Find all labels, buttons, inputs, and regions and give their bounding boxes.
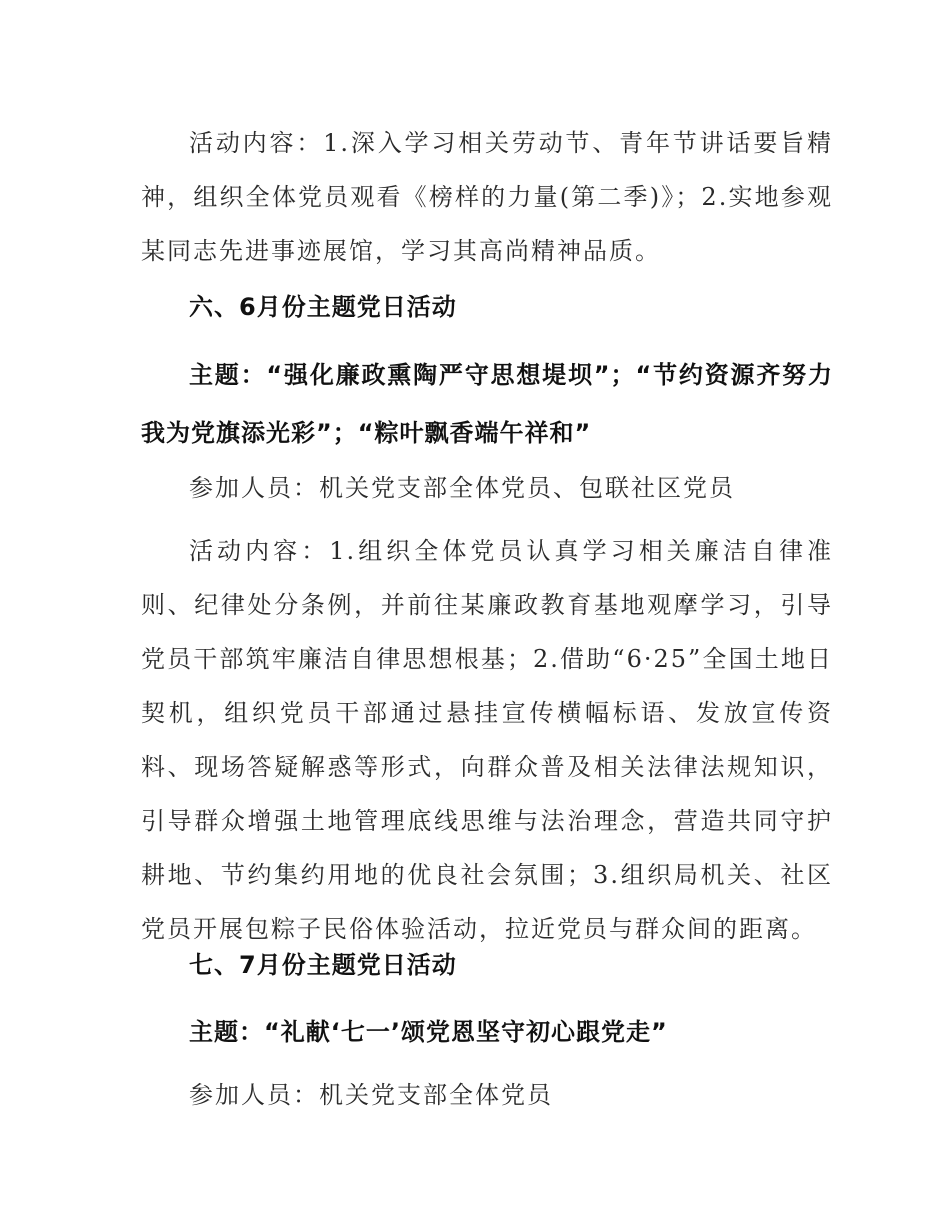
participants-july: 参加人员：机关党支部全体党员	[189, 1081, 553, 1109]
section-heading-june: 六、6月份主题党日活动	[189, 293, 457, 321]
participants-june: 参加人员：机关党支部全体党员、包联社区党员	[189, 474, 735, 502]
section-heading-july: 七、7月份主题党日活动	[189, 951, 457, 979]
activity-content-june: 活动内容：1.组织全体党员认真学习相关廉洁自律准则、纪律处分条例，并前往某廉政教育基地观摩学习，引导党员干部筑牢廉洁自律思想根基；2.借助“6·25”全国土地日契机，组织党员干部通过悬挂宣传横幅标语、发放宣传资料、现场答疑解惑等形式，向群众普及相关法律法规知识，引导群众增强土地管理底线思维与法治理念，营造共同守护耕地、节约集约用地的优良社会氛围；3.组织局机关、社区党员开展包粽子民俗体验活动，拉近党员与群众间的距离。	[141, 537, 833, 943]
activity-content-paragraph: 活动内容：1.深入学习相关劳动节、青年节讲话要旨精神，组织全体党员观看《榜样的力量(第二季)》；2.实地参观某同志先进事迹展馆，学习其高尚精神品质。	[141, 129, 833, 265]
theme-june: 主题：“强化廉政熏陶严守思想堤坝”；“节约资源齐努力我为党旗添光彩”；“粽叶飘香端午祥和”	[141, 361, 833, 447]
theme-july: 主题：“礼献‘七一’颂党恩坚守初心跟党走”	[189, 1018, 668, 1046]
